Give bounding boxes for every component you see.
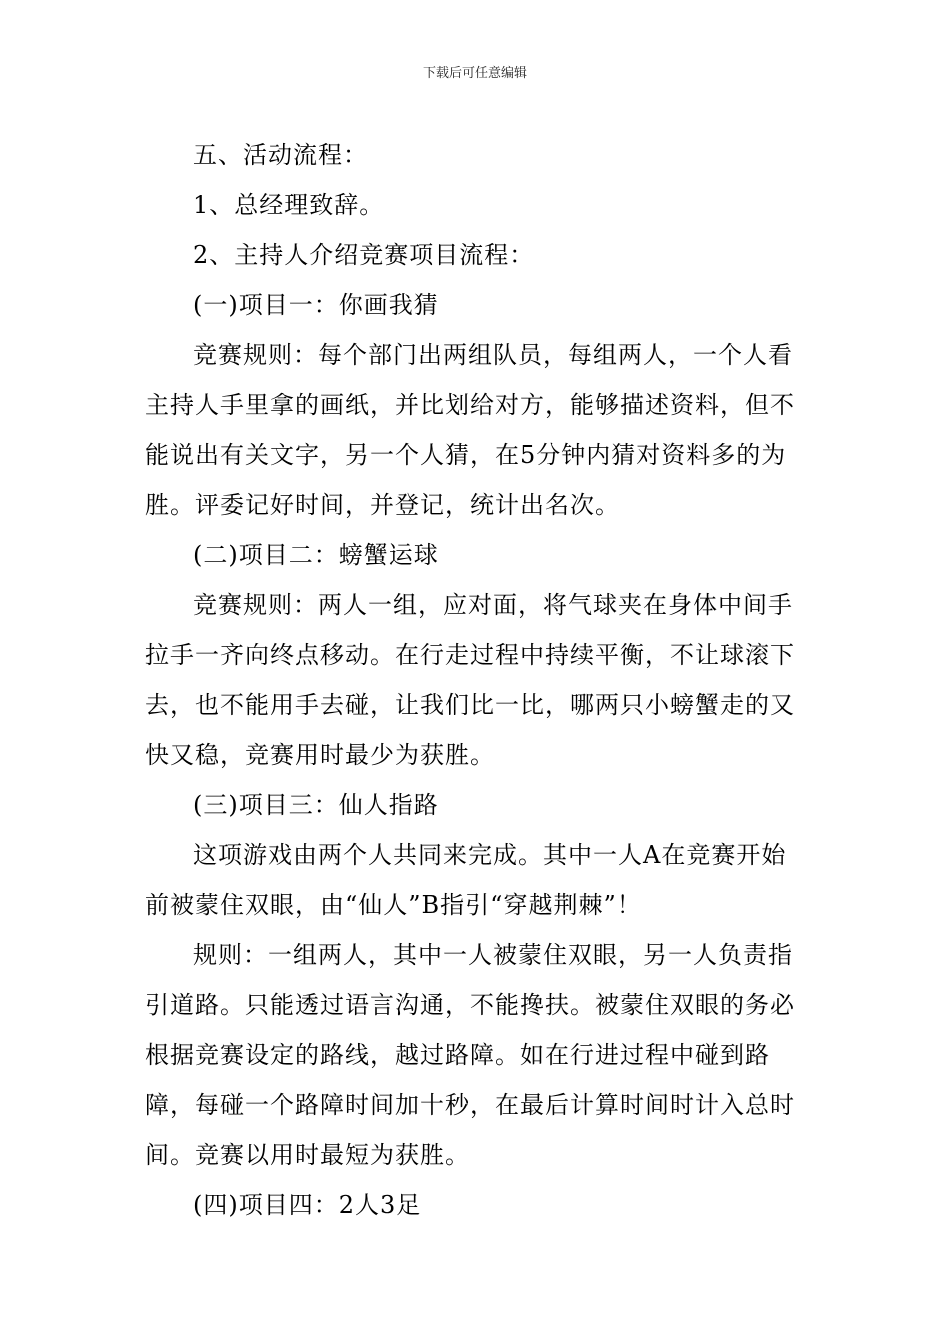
list-item: 1、总经理致辞。 (193, 191, 385, 219)
rule-paragraph: 竞赛规则：每个部门出两组队员，每组两人，一个人看主持人手里拿的画纸，并比划给对方，能够描述资料，但不能说出有关文字，另一个人猜，在5分钟内猜对资料多的为胜。评委记好时间，并登记，统计出名次。 (145, 341, 795, 519)
section-heading: 五、活动流程： (193, 141, 368, 169)
item-heading: (三)项目三：仙人指路 (193, 791, 439, 819)
item-heading: (二)项目二：螃蟹运球 (193, 541, 439, 569)
page-header: 下载后可任意编辑 (422, 66, 527, 81)
rule-paragraph: 竞赛规则：两人一组，应对面，将气球夹在身体中间手拉手一齐向终点移动。在行走过程中持续平衡，不让球滚下去，也不能用手去碰，让我们比一比，哪两只小螃蟹走的又快又稳，竞赛用时最少为获胜。 (145, 591, 795, 769)
rule-paragraph: 规则：一组两人，其中一人被蒙住双眼，另一人负责指引道路。只能透过语言沟通，不能搀扶。被蒙住双眼的务必根据竞赛设定的路线，越过路障。如在行进过程中碰到路障，每碰一个路障时间加十秒，在最后计算时间时计入总时间。竞赛以用时最短为获胜。 (145, 941, 795, 1169)
item-heading: (四)项目四：2人3足 (193, 1191, 422, 1219)
description-paragraph: 这项游戏由两个人共同来完成。其中一人A在竞赛开始前被蒙住双眼，由“仙人”B指引“穿越荆棘”！ (145, 841, 787, 919)
document-body (145, 130, 809, 1230)
list-item: 2、主持人介绍竞赛项目流程： (193, 241, 535, 269)
item-heading: (一)项目一：你画我猜 (193, 291, 439, 319)
